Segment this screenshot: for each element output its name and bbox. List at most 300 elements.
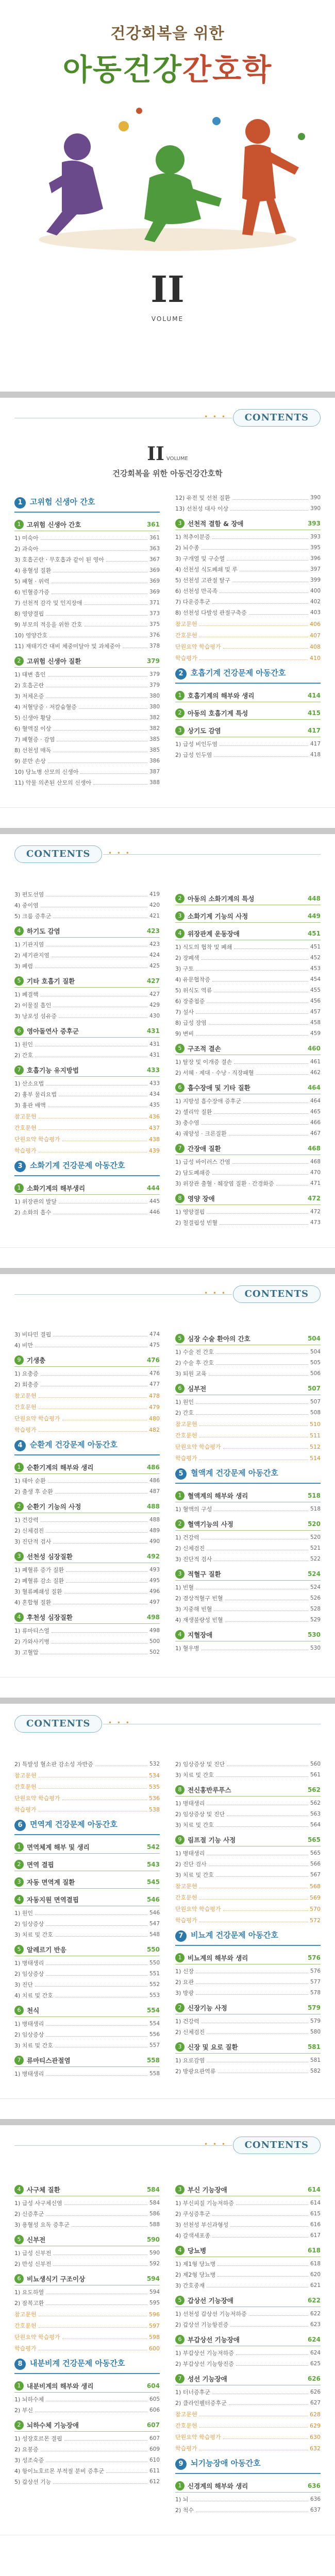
dot-leader <box>196 1400 308 1404</box>
section-page: 563 <box>310 1811 321 1817</box>
dot-leader <box>232 1160 308 1164</box>
chapter-row <box>14 2235 160 2244</box>
chapter-page: 562 <box>307 1786 321 1793</box>
dot-leader <box>55 1490 147 1494</box>
section-page: 489 <box>149 1528 160 1534</box>
section-page: 621 <box>310 2282 321 2289</box>
chapter-page: 507 <box>307 1385 321 1392</box>
reference-row <box>175 1905 321 1913</box>
section-row <box>175 1644 321 1652</box>
part-heading <box>14 1439 160 1455</box>
section-page: 610 <box>149 2457 160 2463</box>
section-title: 1) 영양결핍 <box>175 1209 205 1215</box>
chapter-row <box>175 1835 321 1844</box>
chapter-row <box>175 1569 321 1579</box>
reference-page: 629 <box>310 2422 321 2429</box>
dot-leader <box>276 1182 308 1185</box>
chapter-number: 9 <box>175 1835 185 1844</box>
chapter-row <box>175 1785 321 1794</box>
section-page: 451 <box>310 944 321 950</box>
reference-row <box>14 1146 160 1155</box>
chapter-row <box>175 911 321 921</box>
part-title: 면역계 건강문제 아동간호 <box>30 1820 118 1829</box>
section-page: 453 <box>310 965 321 972</box>
chapter-number: 2 <box>175 1519 185 1529</box>
section-row <box>175 740 321 748</box>
dot-leader <box>196 1991 308 1995</box>
contents-label: CONTENTS <box>233 2137 321 2154</box>
section-page: 560 <box>310 1761 321 1767</box>
reference-title: 학습평가 <box>175 1455 197 1462</box>
section-page: 431 <box>149 1052 160 1058</box>
cover-title-accent: 간호학 <box>182 52 273 87</box>
chapter-title: 적혈구 질환 <box>188 1570 221 1578</box>
section-title: 1) 급성 바이러스 간염 <box>175 1159 230 1165</box>
chapter-page: 590 <box>146 2236 160 2243</box>
section-page: 620 <box>310 2272 321 2278</box>
chapter-row <box>175 1044 321 1053</box>
chapter-number: 3 <box>175 2042 185 2052</box>
chapter-number: 3 <box>14 1877 24 1887</box>
chapter-row <box>175 1630 321 1639</box>
chapter-title: 성선 기능장애 <box>188 2375 227 2383</box>
section-title: 1) 건강력 <box>14 1517 39 1523</box>
chapter-row <box>175 1334 321 1343</box>
section-page: 419 <box>149 891 160 897</box>
dot-leader <box>229 2401 308 2405</box>
reference-title: 학습평가 <box>175 1917 197 1924</box>
section-page: 507 <box>310 1399 321 1405</box>
part-heading <box>14 1160 160 1176</box>
chapter-title: 선천적 결함 & 장애 <box>188 520 244 528</box>
dot-leader <box>39 1774 147 1777</box>
banner-line <box>14 1294 232 1295</box>
chapter-title: 뇌하수체 기능장애 <box>27 2421 79 2429</box>
chapter-number: 5 <box>175 1334 185 1343</box>
chapter-number: 4 <box>175 929 185 938</box>
chapter-title: 아동의 호흡기계 특성 <box>188 709 248 717</box>
part-number: 4 <box>14 1440 26 1451</box>
section-page: 390 <box>310 505 321 512</box>
chapter-page: 468 <box>307 1145 321 1152</box>
dot-leader <box>207 1547 308 1550</box>
reference-title: 간호문헌 <box>14 1125 37 1131</box>
section-title: 2) 호흡곤란 <box>14 682 44 689</box>
section-page: 403 <box>310 609 321 616</box>
dot-leader <box>236 2351 308 2355</box>
reference-row <box>14 1135 160 1143</box>
section-title: 6) 빈혈증가증 <box>14 589 49 596</box>
dot-leader <box>209 1862 308 1866</box>
section-row <box>14 1598 160 1606</box>
reference-title: 학습평가 <box>175 2445 197 2452</box>
section-page: 495 <box>149 1578 160 1584</box>
contents-columns <box>0 875 335 1247</box>
chapter-title: 당뇨병 <box>188 2247 207 2255</box>
section-title: 3) 흉관 배액 <box>14 1102 46 1109</box>
section-title: 4) 유문협착증 <box>175 976 210 983</box>
section-title: 1) 건강력 <box>175 1534 199 1541</box>
reference-page: 536 <box>149 1794 160 1802</box>
section-row <box>14 2434 160 2443</box>
section-row <box>175 1348 321 1356</box>
section-row <box>14 2288 160 2296</box>
section-page: 554 <box>149 2021 160 2027</box>
reference-page: 408 <box>310 643 321 650</box>
contents-columns <box>0 1745 335 2098</box>
section-page: 520 <box>310 1534 321 1540</box>
contents-columns <box>0 479 335 807</box>
section-title: 1) 태변 흡인 <box>14 671 46 678</box>
section-title: 2) 흉부 물리요법 <box>14 1091 57 1098</box>
section-page: 382 <box>149 715 160 721</box>
illustration-group <box>39 108 305 251</box>
chapter-row <box>175 2481 321 2490</box>
chapter-number: 2 <box>175 894 185 903</box>
section-row <box>175 1821 321 1829</box>
chapter-page: 550 <box>146 1946 160 1953</box>
section-row <box>175 2310 321 2318</box>
section-title: 3) 치료 및 간호 <box>175 1872 214 1878</box>
dot-leader <box>46 2291 147 2294</box>
dot-leader <box>256 1071 308 1075</box>
chapter-page: 414 <box>307 692 321 699</box>
dot-leader <box>59 1093 147 1096</box>
dot-leader <box>227 557 308 561</box>
chapter-number: 1 <box>14 1183 24 1193</box>
section-row <box>14 2030 160 2039</box>
section-page: 454 <box>310 976 321 982</box>
dot-leader <box>64 1590 147 1594</box>
chapter-page: 486 <box>146 1464 160 1471</box>
section-row <box>175 1058 321 1066</box>
reference-row <box>14 2321 160 2330</box>
volume-header-row <box>0 443 335 465</box>
reference-row <box>175 2421 321 2430</box>
section-title: 1) 병태생리 <box>14 2071 44 2077</box>
part-title: 순환계 건강문제 아동간호 <box>30 1440 118 1449</box>
part-heading <box>175 2458 321 2474</box>
part-heading <box>14 496 160 513</box>
chapter-row <box>14 2056 160 2065</box>
chapter-page: 554 <box>146 2007 160 2014</box>
chapter-page: 626 <box>307 2375 321 2382</box>
section-row <box>14 620 160 629</box>
section-page: 488 <box>149 1517 160 1523</box>
chapter-page: 361 <box>146 521 160 528</box>
section-title: 3) 편도선염 <box>14 891 44 898</box>
dot-leader <box>223 1907 308 1911</box>
section-page: 500 <box>149 1638 160 1645</box>
chapter-number: 3 <box>175 2185 185 2194</box>
section-title: 2) 임상증상 및 진단 <box>175 1761 225 1768</box>
dot-leader <box>229 1132 308 1136</box>
chapter-title: 고위험 신생아 간호 <box>27 521 81 529</box>
dot-leader <box>199 1919 308 1922</box>
reference-row <box>14 1403 160 1411</box>
section-title: 3) 치료 및 간호 <box>14 1931 53 1938</box>
chapter-row <box>14 926 160 936</box>
section-title: 1) 제1형 당뇨병 <box>175 2261 216 2267</box>
reference-page: 598 <box>149 2333 160 2341</box>
section-title: 2) 특발성 혈소판 감소성 자반증 <box>14 1761 93 1768</box>
section-page: 430 <box>149 1013 160 1019</box>
section-title: 1) 혈액의 구성 <box>175 1506 212 1513</box>
section-title: 1) 부갑상선 기능저하증 <box>175 2350 234 2357</box>
dot-leader <box>53 569 147 572</box>
section-row <box>14 1566 160 1574</box>
dot-leader <box>85 601 147 605</box>
reference-title: 간호문헌 <box>175 1432 197 1439</box>
section-title: 3) 구개열 및 구순열 <box>175 555 225 562</box>
section-row <box>175 544 321 552</box>
dot-leader <box>46 2459 147 2462</box>
section-page: 466 <box>310 1120 321 1126</box>
section-page: 578 <box>310 1990 321 1996</box>
section-page: 558 <box>149 2071 160 2077</box>
chapter-number: 3 <box>175 911 185 921</box>
section-row <box>175 2056 321 2064</box>
dot-leader <box>227 1762 308 1766</box>
contents-banner <box>0 2125 335 2166</box>
section-row <box>175 943 321 951</box>
section-row <box>14 990 160 998</box>
section-row <box>175 1179 321 1188</box>
chapter-rule <box>14 2431 160 2432</box>
chapter-rule <box>175 719 321 720</box>
section-page: 562 <box>310 1800 321 1806</box>
chapter-page: 604 <box>146 2382 160 2389</box>
dot-leader <box>209 1372 308 1376</box>
reference-row <box>14 1392 160 1400</box>
reference-row <box>175 2444 321 2452</box>
chapter-page: 530 <box>307 1631 321 1638</box>
contents-pages <box>0 392 335 2555</box>
dot-leader <box>46 1529 147 1533</box>
dot-leader <box>49 634 147 637</box>
section-row <box>175 598 321 606</box>
dot-leader <box>243 1099 308 1103</box>
reference-title: 참고문헌 <box>175 1883 197 1890</box>
reference-row <box>175 631 321 639</box>
section-title: 2) 척수 <box>175 2507 194 2514</box>
section-row <box>175 1555 321 1563</box>
chapter-row <box>175 2246 321 2255</box>
section-page: 385 <box>149 747 160 753</box>
chapter-page: 520 <box>307 1520 321 1528</box>
dot-leader <box>41 993 147 996</box>
chapter-number: 7 <box>14 1065 24 1075</box>
section-row <box>14 768 160 776</box>
section-title: 2) 급성 인두염 <box>175 752 212 758</box>
volume-numeral: II <box>147 443 164 465</box>
section-row <box>14 1487 160 1496</box>
chapter-title: 심장 수술 환아의 간호 <box>188 1335 250 1343</box>
reference-row <box>14 1805 160 1814</box>
dot-leader <box>209 1021 308 1025</box>
section-page: 452 <box>310 955 321 961</box>
dot-leader <box>62 1797 147 1800</box>
section-row <box>14 714 160 722</box>
page-separator <box>0 2098 335 2119</box>
section-row <box>14 1012 160 1020</box>
dot-leader <box>55 2044 147 2047</box>
chapter-title: 신부전 <box>27 2236 46 2244</box>
section-page: 472 <box>310 1209 321 1215</box>
section-title: 2) 신증후군 <box>14 2211 44 2217</box>
section-row <box>14 631 160 639</box>
dot-leader <box>79 705 147 709</box>
section-row <box>175 997 321 1005</box>
contents-label: CONTENTS <box>233 409 321 427</box>
section-row <box>14 1909 160 1917</box>
section-title: 1) 급성 신부전 <box>14 2250 52 2257</box>
chapter-title: 신장 및 요로 질환 <box>188 2043 238 2051</box>
section-title: 9) 부모의 적응을 위한 간호 <box>14 621 82 628</box>
section-row <box>14 1369 160 1378</box>
section-page: 396 <box>310 555 321 562</box>
dot-leader <box>212 2391 308 2394</box>
dot-leader <box>39 1149 147 1153</box>
section-page: 623 <box>310 2321 321 2328</box>
section-row <box>175 1989 321 1997</box>
dot-leader <box>46 2398 147 2401</box>
section-page: 420 <box>149 902 160 908</box>
dot-leader <box>55 1933 147 1937</box>
dot-leader <box>41 536 147 540</box>
section-page: 378 <box>149 643 160 649</box>
reference-page: 410 <box>310 654 321 662</box>
section-page: 429 <box>149 1002 160 1008</box>
chapter-number: 4 <box>175 2246 185 2255</box>
dot-leader <box>62 1417 147 1420</box>
dot-leader <box>46 694 147 698</box>
section-page: 459 <box>310 1030 321 1037</box>
section-title: 3) 저체온증 <box>14 693 44 700</box>
section-row <box>175 2399 321 2407</box>
section-page: 379 <box>149 682 160 688</box>
section-row <box>175 2495 321 2503</box>
chapter-number: 1 <box>175 2481 185 2490</box>
chapter-rule <box>14 667 160 668</box>
section-row <box>175 576 321 584</box>
reference-row <box>14 1124 160 1132</box>
banner-dots: • • • <box>204 1290 227 1297</box>
dot-leader <box>196 1586 308 1589</box>
chapter-row <box>14 1945 160 1954</box>
section-title: 13) 선천성 대사 이상 <box>175 505 229 512</box>
reference-page: 438 <box>149 1136 160 1143</box>
section-page: 505 <box>310 1360 321 1366</box>
section-page: 471 <box>310 1180 321 1187</box>
dot-leader <box>196 2509 308 2512</box>
section-page: 526 <box>310 1595 321 1601</box>
section-row <box>175 1409 321 1417</box>
section-title: 8) 선천성 다발성 관절구축증 <box>175 609 247 616</box>
chapter-page: 518 <box>307 1492 321 1499</box>
section-title: 8) 급성 장염 <box>175 1020 207 1026</box>
section-title: 1) 원인 <box>175 1399 194 1405</box>
section-title: 1) 터너증후군 <box>175 2389 210 2396</box>
contents-banner <box>0 398 335 439</box>
section-page: 530 <box>310 1645 321 1651</box>
dot-leader <box>53 1601 147 1604</box>
reference-page: 568 <box>310 1883 321 1890</box>
section-page: 395 <box>310 545 321 551</box>
dot-leader <box>35 1911 147 1915</box>
section-title: 6) 장중첩증 <box>175 998 205 1005</box>
reference-page: 437 <box>149 1124 160 1131</box>
dot-leader <box>207 2030 308 2034</box>
volume-header <box>0 443 335 479</box>
section-title: 9) 분만 손상 <box>14 758 46 765</box>
section-row <box>14 1040 160 1048</box>
chapter-number: 7 <box>175 2374 185 2383</box>
banner-line <box>14 2145 232 2146</box>
contents-columns <box>0 1315 335 1677</box>
dot-leader <box>95 1762 147 1766</box>
section-row <box>14 778 160 787</box>
chapter-title: 류마티스관절염 <box>27 2057 71 2064</box>
part-title: 혈액계 건강문제 아동간호 <box>191 1468 278 1478</box>
section-title: 1) 원인 <box>14 1041 34 1048</box>
section-title: 3) 성조숙증 <box>14 2457 44 2464</box>
reference-title: 학습평가 <box>175 655 197 662</box>
contents-column-right <box>175 491 321 787</box>
contents-banner <box>0 1704 335 1745</box>
section-row <box>175 986 321 994</box>
reference-page: 596 <box>149 2311 160 2318</box>
reference-row <box>175 1454 321 1462</box>
section-page: 375 <box>149 621 160 628</box>
section-page: 424 <box>149 952 160 958</box>
chapter-title: 순환기 기능의 사정 <box>27 1503 81 1511</box>
section-page: 581 <box>310 2057 321 2063</box>
section-title: 2) 쿠싱증후군 <box>175 2211 210 2217</box>
section-title: 3) 고혈압 <box>14 1649 39 1656</box>
dot-leader <box>230 2223 308 2227</box>
section-page: 468 <box>310 1159 321 1165</box>
dot-leader <box>202 956 308 960</box>
section-title: 1) 폐혈류 증가 질환 <box>14 1567 64 1573</box>
section-page: 457 <box>310 1009 321 1015</box>
section-page: 388 <box>149 779 160 786</box>
section-title: 1) 요도하열 <box>14 2289 44 2296</box>
section-row <box>14 1626 160 1635</box>
section-row <box>14 555 160 564</box>
section-page: 612 <box>149 2479 160 2485</box>
dot-leader <box>207 2284 308 2287</box>
chapter-number: 5 <box>14 1945 24 1954</box>
chapter-title: 상기도 감염 <box>188 727 221 735</box>
section-title: 2) 수술 후 간호 <box>175 1360 214 1366</box>
chapter-page: 449 <box>307 912 321 920</box>
section-row <box>14 1079 160 1088</box>
section-page: 546 <box>149 1910 160 1916</box>
dot-leader <box>223 2435 308 2439</box>
section-row <box>175 975 321 984</box>
banner-line <box>103 854 321 855</box>
cover-subtitle: 건강회복을 위한 <box>110 25 225 43</box>
section-page: 529 <box>310 1617 321 1623</box>
section-title: 8) 영양결핍 <box>14 611 44 617</box>
section-page: 490 <box>149 1538 160 1545</box>
chapter-page: 524 <box>307 1570 321 1578</box>
section-row <box>175 2067 321 2075</box>
dot-leader <box>39 2347 147 2350</box>
section-page: 624 <box>310 2350 321 2356</box>
dot-leader <box>46 2301 147 2305</box>
